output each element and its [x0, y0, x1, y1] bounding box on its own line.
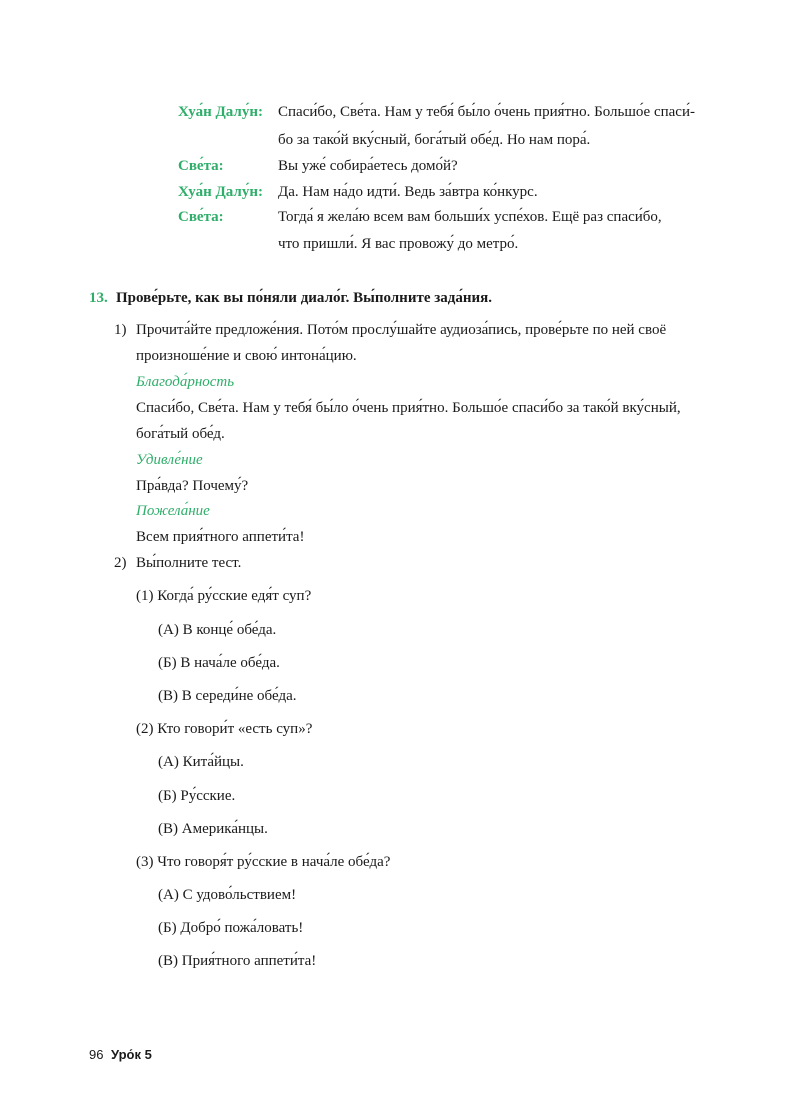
page-number: 96: [89, 1047, 104, 1062]
dialogue-line: Вы уже́ собира́етесь домо́й?: [278, 158, 458, 174]
test-question: (3) Что говоря́т ру́сские в нача́ле обе́да?: [136, 854, 391, 870]
category-label: Пожела́ние: [136, 503, 210, 519]
dialogue-line: Тогда́ я жела́ю всем вам больши́х успе́хов. Ещё раз спаси́бо,: [278, 209, 662, 225]
exercise-title: Прове́рьте, как вы по́няли диало́г. Вы́полните зада́ния.: [116, 290, 493, 306]
test-option: (В) Прия́тного аппети́та!: [158, 953, 317, 969]
test-option: (А) В конце́ обе́да.: [158, 622, 277, 638]
test-option: (А) Кита́йцы.: [158, 754, 244, 770]
lesson-label: Уро́к 5: [111, 1047, 152, 1062]
dialogue-line: Да. Нам на́до идти́. Ведь за́втра ко́нкурс.: [278, 184, 538, 200]
task-number: 2): [114, 555, 127, 571]
example-sentence: Пра́вда? Почему́?: [136, 478, 249, 494]
task-instruction: произноше́ние и свою́ интона́цию.: [136, 348, 357, 364]
dialogue-line: что пришли́. Я вас провожу́ до метро́.: [278, 236, 519, 252]
dialogue-line: бо за тако́й вку́сный, бога́тый обе́д. Но нам пора́.: [278, 132, 591, 148]
test-option: (В) В середи́не обе́да.: [158, 688, 297, 704]
exercise-number: 13.: [89, 290, 108, 306]
category-label: Удивле́ние: [136, 452, 203, 468]
test-option: (В) Америка́нцы.: [158, 821, 268, 837]
test-option: (А) С удово́льствием!: [158, 887, 297, 903]
example-sentence: Всем прия́тного аппети́та!: [136, 529, 305, 545]
task-instruction: Вы́полните тест.: [136, 555, 242, 571]
task-number: 1): [114, 322, 127, 338]
test-option: (Б) В нача́ле обе́да.: [158, 655, 280, 671]
dialogue-speaker: Све́та:: [178, 209, 224, 225]
dialogue-speaker: Хуа́н Далу́н:: [178, 184, 263, 200]
task-instruction: Прочита́йте предложе́ния. Пото́м прослу́шайте аудиоза́пись, прове́рьте по ней своё: [136, 322, 667, 338]
example-sentence: бога́тый обе́д.: [136, 426, 225, 442]
test-question: (1) Когда́ ру́сские едя́т суп?: [136, 588, 312, 604]
example-sentence: Спаси́бо, Све́та. Нам у тебя́ бы́ло о́чень прия́тно. Большо́е спаси́бо за тако́й вку́сный,: [136, 400, 681, 416]
test-option: (Б) Ру́сские.: [158, 788, 236, 804]
test-question: (2) Кто говори́т «есть суп»?: [136, 721, 313, 737]
dialogue-speaker: Хуа́н Далу́н:: [178, 104, 263, 120]
dialogue-speaker: Све́та:: [178, 158, 224, 174]
test-option: (Б) Добро́ пожа́ловать!: [158, 920, 304, 936]
category-label: Благода́рность: [136, 374, 235, 390]
dialogue-line: Спаси́бо, Све́та. Нам у тебя́ бы́ло о́чень прия́тно. Большо́е спаси́-: [278, 104, 695, 120]
